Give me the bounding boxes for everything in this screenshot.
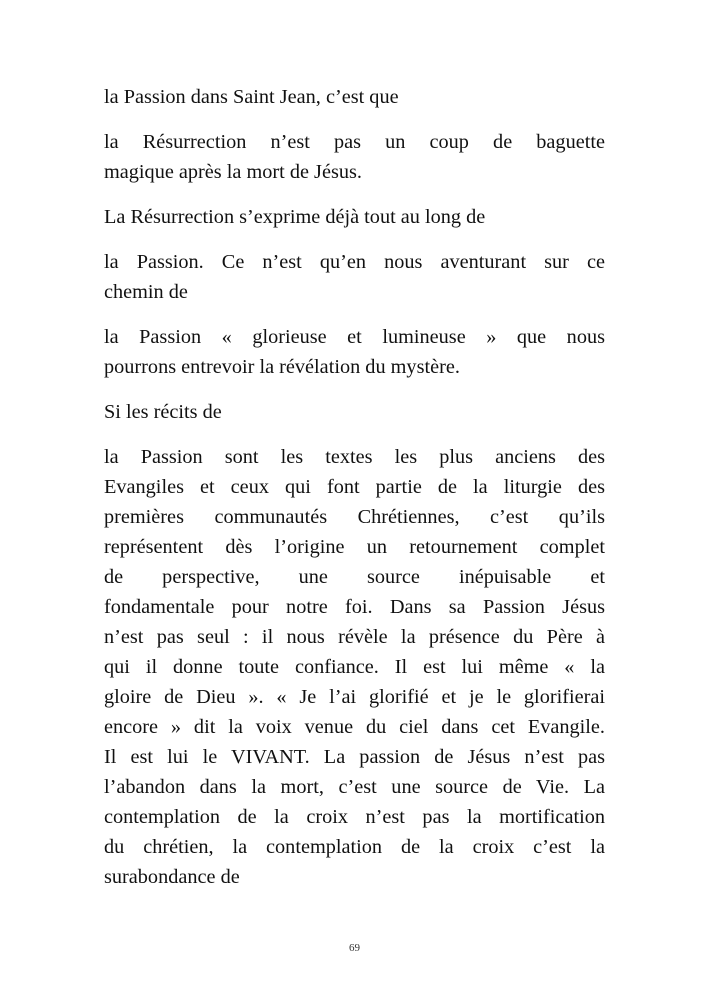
text-line: la Passion. Ce n’est qu’en nous aventurant sur ce xyxy=(104,251,605,273)
paragraph-7 xyxy=(104,442,605,892)
text-line: la Passion « glorieuse et lumineuse » que nous xyxy=(104,326,605,348)
text-line: La Résurrection s’exprime déjà tout au long de xyxy=(104,206,486,228)
text-line: la Passion dans Saint Jean, c’est que xyxy=(104,86,399,108)
text-line: n’est pas seul : il nous révèle la présence du Père à xyxy=(104,626,605,648)
paragraph-6 xyxy=(104,397,605,427)
text-line: qui il donne toute confiance. Il est lui même « la xyxy=(104,656,605,678)
text-line: encore » dit la voix venue du ciel dans cet Evangile. xyxy=(104,716,605,738)
page-number: 69 xyxy=(349,942,360,954)
text-line: Si les récits de xyxy=(104,401,222,423)
text-line: Evangiles et ceux qui font partie de la liturgie des xyxy=(104,476,605,498)
text-line: gloire de Dieu ». « Je l’ai glorifié et je le glorifierai xyxy=(104,686,605,708)
text-line: surabondance de xyxy=(104,866,240,888)
text-line: chemin de xyxy=(104,281,188,303)
text-line: représentent dès l’origine un retournement complet xyxy=(104,536,605,558)
paragraph-1 xyxy=(104,82,605,112)
text-line: pourrons entrevoir la révélation du mystère. xyxy=(104,356,460,378)
text-line: l’abandon dans la mort, c’est une source de Vie. La xyxy=(104,776,605,798)
text-line: premières communautés Chrétiennes, c’est qu’ils xyxy=(104,506,605,528)
text-line: la Résurrection n’est pas un coup de baguette xyxy=(104,131,605,153)
paragraph-5 xyxy=(104,322,605,382)
document-body xyxy=(104,82,605,907)
text-line: fondamentale pour notre foi. Dans sa Passion Jésus xyxy=(104,596,605,618)
text-line: magique après la mort de Jésus. xyxy=(104,161,362,183)
paragraph-4 xyxy=(104,247,605,307)
text-line: contemplation de la croix n’est pas la mortification xyxy=(104,806,605,828)
text-line: du chrétien, la contemplation de la croix c’est la xyxy=(104,836,605,858)
text-line: de perspective, une source inépuisable et xyxy=(104,566,605,588)
text-line: la Passion sont les textes les plus anciens des xyxy=(104,446,605,468)
paragraph-3 xyxy=(104,202,605,232)
text-line: Il est lui le VIVANT. La passion de Jésus n’est pas xyxy=(104,746,605,768)
paragraph-2 xyxy=(104,127,605,187)
